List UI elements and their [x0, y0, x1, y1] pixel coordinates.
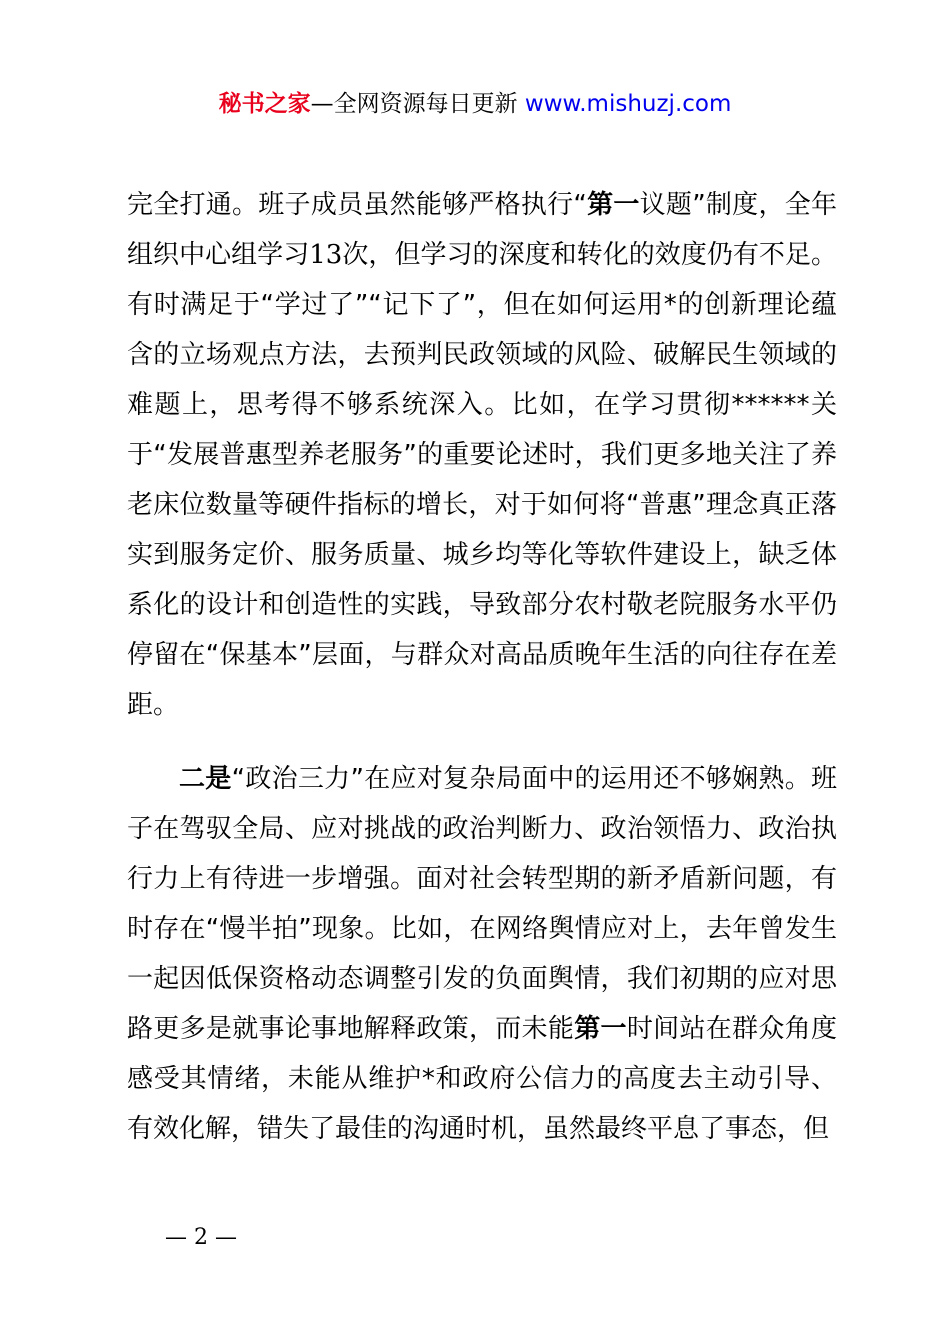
- site-brand: 秘书之家: [218, 91, 311, 117]
- p1-segment-2: 议题”制度，全年组织中心组学习: [127, 190, 837, 270]
- p1-segment-1: 完全打通。班子成员虽然能够严格执行“: [127, 190, 587, 220]
- p1-segment-3: 次，但学习的深度和转化的效度仍有不足。有时满足于“学过了”“记下了”，但在如何运用*的创新理论蕴含的立场观点方法，去预判民政领域的风险、破解民生领域的难题上，思考得不够系统深入。比如，在学习贯彻******关于“发展普惠型养老服务”的重要论述时，我们更多地关注了养老床位数量等硬件指标的增长，对于如何将“普惠”理念真正落实到服务定价、服务质量、城乡均等化等软件建设上，缺乏体系化的设计和创造性的实践，导致部分农村敬老院服务水平仍停留在“保基本”层面，与群众对高品质晚年生活的向往存在差距。: [127, 240, 837, 720]
- p2-lead-bold: 二是: [179, 764, 232, 794]
- p1-number: 13: [309, 240, 343, 270]
- page-number: — 2 —: [165, 1225, 237, 1250]
- p2-segment-1: “政治三力”在应对复杂局面中的运用还不够娴熟。班子在驾驭全局、应对挑战的政治判断力、政治领悟力、政治执行力上有待进一步增强。面对社会转型期的新矛盾新问题，有时存在“慢半拍”现象。比如，在网络舆情应对上，去年曾发生一起因低保资格动态调整引发的负面舆情，我们初期的应对思路更多是就事论事地解释政策，而未能: [127, 764, 837, 1044]
- p2-bold-first: 第一: [574, 1014, 627, 1044]
- paragraph-2: [127, 754, 837, 1154]
- site-tagline: —全网资源每日更新: [310, 91, 525, 117]
- paragraph-gap: [127, 730, 837, 754]
- p2-segment-2: 时间站在群众角度感受其情绪，未能从维护*和政府公信力的高度去主动引导、有效化解，错失了最佳的沟通时机，虽然最终平息了事态，但: [127, 1014, 837, 1144]
- site-url-link[interactable]: www.mishuzj.com: [524, 91, 732, 117]
- document-body: [127, 180, 837, 1154]
- site-header: [0, 86, 950, 122]
- paragraph-1: [127, 180, 837, 730]
- p1-bold-first: 第一: [586, 190, 640, 220]
